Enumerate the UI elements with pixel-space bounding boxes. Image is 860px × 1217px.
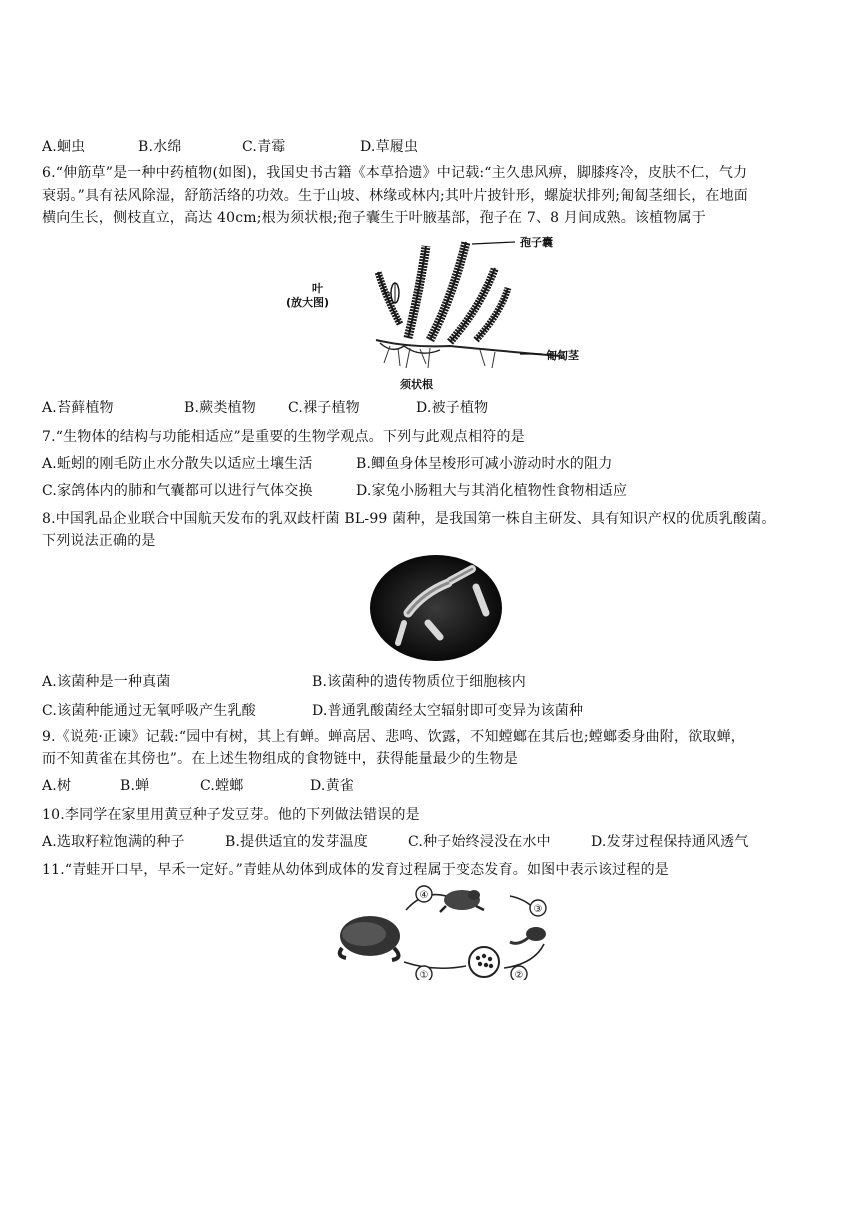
q5-option-d: D.草履虫 bbox=[360, 139, 419, 155]
q8-options-row-2 bbox=[42, 701, 852, 721]
q7-stem: 7.“生物体的结构与功能相适应”是重要的生物学观点。下列与此观点相符的是 bbox=[42, 429, 525, 445]
q6-stem-line-2: 衰弱。”具有祛风除湿，舒筋活络的功效。生于山坡、林缘或林内;其叶片披针形，螺旋状排列;匍匐茎细长，在地面 bbox=[42, 188, 748, 204]
q7-option-d: D.家兔小肠粗大与其消化植物性食物相适应 bbox=[356, 483, 628, 499]
q5-option-c: C.青霉 bbox=[242, 139, 286, 155]
q10-stem: 10.李同学在家里用黄豆种子发豆芽。他的下列做法错误的是 bbox=[42, 807, 420, 823]
q8-option-b: B.该菌种的遗传物质位于细胞核内 bbox=[312, 674, 526, 690]
q5-options bbox=[42, 137, 852, 157]
q8-bacteria-micrograph bbox=[368, 553, 504, 663]
q8-stem-line-2: 下列说法正确的是 bbox=[42, 533, 156, 549]
q10-option-b: B.提供适宜的发芽温度 bbox=[225, 834, 368, 850]
q8-option-d: D.普通乳酸菌经太空辐射即可变异为该菌种 bbox=[312, 703, 584, 719]
step-1-label: ① bbox=[419, 970, 429, 980]
step-3-label: ③ bbox=[533, 904, 543, 915]
label-root: 须状根 bbox=[400, 378, 433, 391]
q9-stem-line-1: 9.《说苑·正谏》记载:“园中有树，其上有蝉。蝉高居、悲鸣、饮露，不知螳螂在其后也;螳螂委身曲附，欲取蝉， bbox=[42, 729, 745, 745]
q6-option-c: C.裸子植物 bbox=[288, 400, 360, 416]
micrograph-image bbox=[368, 553, 504, 663]
q6-options bbox=[42, 398, 852, 418]
q5-option-a: A.蛔虫 bbox=[42, 139, 86, 155]
q7-option-a: A.蚯蚓的刚毛防止水分散失以适应土壤生活 bbox=[42, 456, 313, 472]
tadpole-drawing bbox=[510, 927, 546, 943]
label-stolon: 匍匐茎 bbox=[546, 349, 579, 362]
label-leaf: 叶 bbox=[312, 282, 323, 295]
frog-adult-left-drawing bbox=[340, 916, 400, 960]
q11-frog-lifecycle-figure bbox=[334, 880, 574, 980]
q9-option-b: B.蝉 bbox=[120, 778, 150, 794]
q6-option-b: B.蕨类植物 bbox=[184, 400, 256, 416]
q9-stem-line-2: 而不知黄雀在其傍也”。在上述生物组成的食物链中，获得能量最少的生物是 bbox=[42, 751, 518, 767]
q9-option-c: C.螳螂 bbox=[200, 778, 244, 794]
q7-option-b: B.鲫鱼身体呈梭形可减小游动时水的阻力 bbox=[356, 456, 613, 472]
frog-lifecycle-illustration bbox=[334, 880, 574, 980]
q6-stem-line-1: 6.“伸筋草”是一种中药植物(如图)，我国史书古籍《本草拾遗》中记载:“主久患风痹，脚膝疼冷，皮肤不仁，气力 bbox=[42, 165, 748, 181]
q8-stem-line-1: 8.中国乳品企业联合中国航天发布的乳双歧杆菌 BL-99 菌种，是我国第一株自主研发、具有知识产权的优质乳酸菌。 bbox=[42, 511, 776, 527]
q8-option-c: C.该菌种能通过无氧呼吸产生乳酸 bbox=[42, 703, 256, 719]
plant-illustration bbox=[280, 228, 580, 396]
frog-young-drawing bbox=[440, 890, 484, 912]
q10-option-c: C.种子始终浸没在水中 bbox=[408, 834, 551, 850]
step-4-label: ④ bbox=[419, 890, 429, 901]
q6-option-d: D.被子植物 bbox=[416, 400, 489, 416]
q10-option-d: D.发芽过程保持通风透气 bbox=[591, 834, 749, 850]
label-leaf-zoom: (放大图) bbox=[286, 296, 330, 309]
q6-plant-figure bbox=[280, 228, 580, 396]
step-2-label: ② bbox=[514, 970, 524, 980]
q10-options bbox=[42, 832, 852, 852]
q5-option-b: B.水绵 bbox=[138, 139, 182, 155]
q10-option-a: A.选取籽粒饱满的种子 bbox=[42, 834, 185, 850]
q7-options-row-1 bbox=[42, 454, 852, 474]
q9-option-a: A.树 bbox=[42, 778, 72, 794]
q6-option-a: A.苔藓植物 bbox=[42, 400, 114, 416]
q8-option-a: A.该菌种是一种真菌 bbox=[42, 674, 171, 690]
q7-option-c: C.家鸽体内的肺和气囊都可以进行气体交换 bbox=[42, 483, 313, 499]
q6-stem-line-3: 横向生长，侧枝直立，高达 40cm;根为须状根;孢子囊生于叶腋基部，孢子在 7、8 月间成熟。该植物属于 bbox=[42, 210, 706, 226]
q8-options-row-1 bbox=[42, 672, 852, 692]
label-sporangium: 孢子囊 bbox=[520, 236, 553, 249]
q11-stem: 11.“青蛙开口早，早禾一定好。”青蛙从幼体到成体的发育过程属于变态发育。如图中表示该过程的是 bbox=[42, 862, 669, 878]
q9-option-d: D.黄雀 bbox=[310, 778, 354, 794]
q9-options bbox=[42, 776, 852, 796]
q7-options-row-2 bbox=[42, 481, 852, 501]
